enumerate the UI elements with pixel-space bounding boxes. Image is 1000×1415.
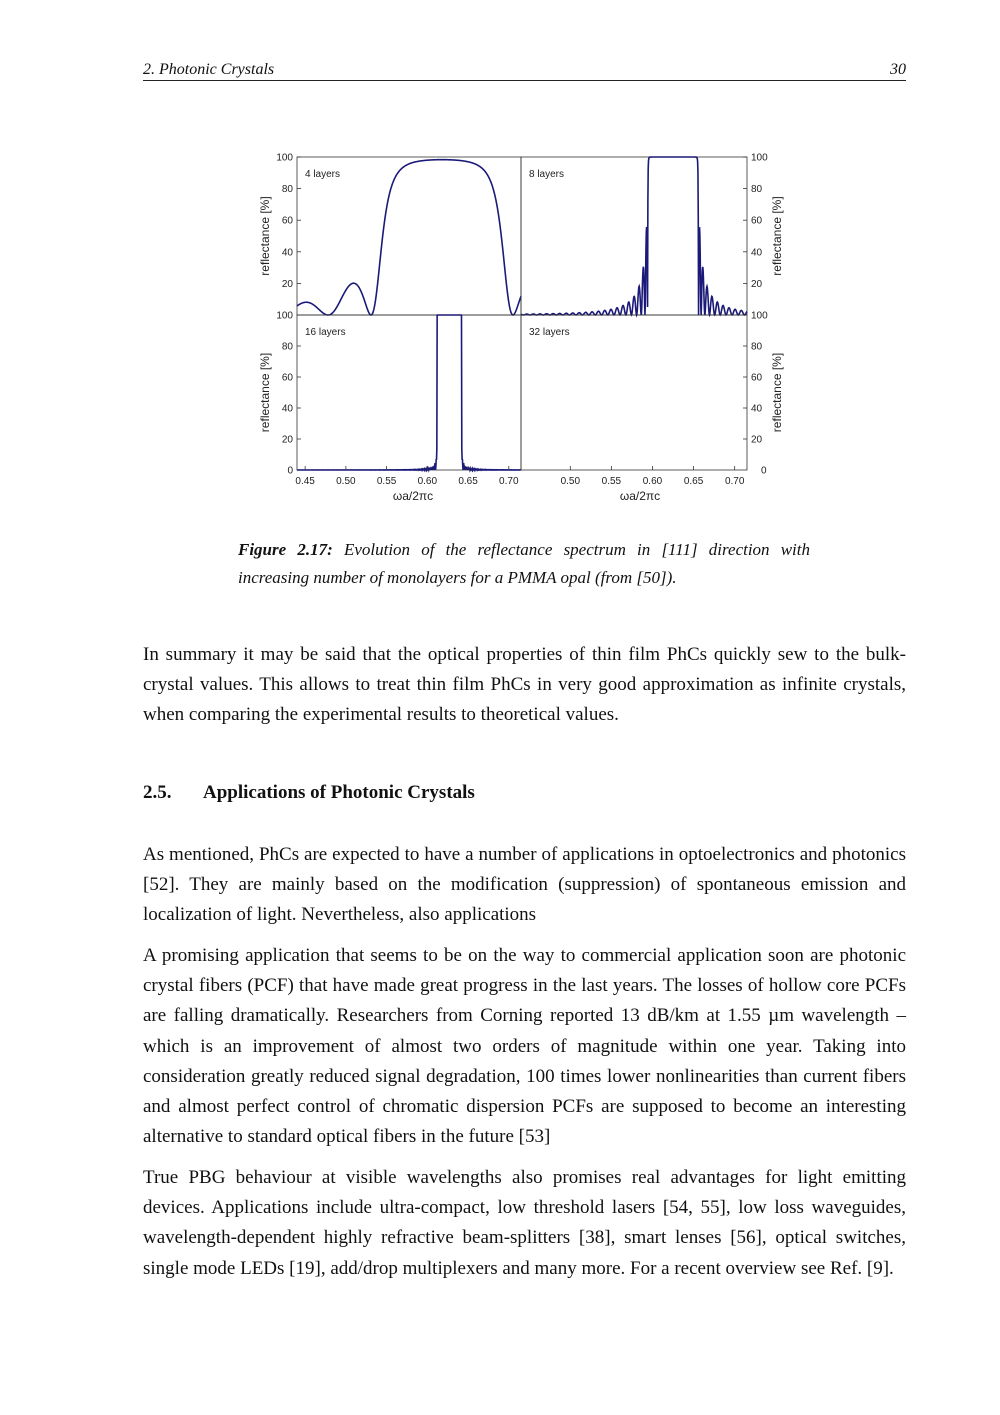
y-zero-label: 0 (287, 465, 293, 477)
x-tick-label: 0.50 (336, 476, 356, 487)
panel-label: 8 layers (529, 169, 565, 180)
y-tick-label-right: 60 (751, 372, 763, 384)
y-tick-label: 40 (281, 403, 293, 415)
x-tick-label: 0.45 (295, 476, 315, 487)
y-tick-label-right: 80 (751, 184, 763, 196)
y-tick-label-right: 80 (751, 341, 763, 353)
section-title: Applications of Photonic Crystals (203, 782, 475, 803)
x-tick-label: 0.60 (417, 476, 438, 487)
y-tick-label-right: 40 (751, 403, 763, 415)
y-tick-label: 60 (281, 372, 293, 384)
y-tick-label-right: 100 (751, 152, 768, 164)
panel-frame (297, 315, 521, 470)
paragraph-summary: In summary it may be said that the optical properties of thin film PhCs quickly sew to the bulk-crystal values. This allows to treat thin film PhCs in very good approximation as infinite crystals, when comparing the experimental results to theoretical values. (143, 644, 906, 726)
reflectance-curve (297, 315, 521, 470)
y-axis-label: reflectance [%] (258, 352, 272, 433)
y-axis-label: reflectance [%] (258, 196, 272, 276)
y-zero-label-right: 0 (761, 465, 767, 477)
paragraph-pcf: A promising application that seems to be on the way to commercial application soon are photonic crystal fibers (PCF) that have made great progress in the last years. The losses of hollow core PCFs are falling dramatically. Researchers from Corning reported 13 dB/km at 1.55 µm wavelength – which is an improvement of almost two orders of magnitude within one year. Taking into consideration greatly reduced signal degradation, 100 times lower nonlinearities than current fibers and almost perfect control of chromatic dispersion PCFs are supposed to become an interesting alternative to standard optical fibers in the future [53] (143, 945, 906, 1148)
figure-caption (238, 536, 810, 592)
chapter-title: 2. Photonic Crystals (143, 61, 275, 78)
y-tick-label-right: 100 (751, 310, 768, 322)
x-tick-label: 0.70 (724, 476, 745, 487)
x-tick-label: 0.50 (560, 476, 581, 487)
y-tick-label: 40 (281, 247, 293, 259)
page-header (143, 60, 906, 81)
caption-label: Figure 2.17: (238, 540, 333, 559)
y-tick-label: 100 (276, 310, 293, 322)
y-tick-label-right: 60 (751, 215, 763, 227)
y-axis-label-right: reflectance [%] (770, 196, 784, 276)
reflectance-figure (250, 145, 810, 515)
y-axis-label-right: reflectance [%] (770, 352, 784, 433)
reflectance-curve (297, 160, 521, 315)
x-tick-label: 0.55 (601, 476, 622, 487)
panel-frame (521, 157, 747, 315)
x-tick-label: 0.70 (499, 476, 519, 487)
section-number: 2.5. (143, 782, 172, 803)
y-tick-label: 100 (276, 152, 293, 164)
y-tick-label-right: 40 (751, 247, 763, 259)
x-tick-label: 0.65 (683, 476, 704, 487)
page-number: 30 (890, 61, 906, 78)
x-tick-label: 0.60 (642, 476, 663, 487)
paragraph-pbg: True PBG behaviour at visible wavelengths also promises real advantages for light emitting devices. Applications include ultra-compact, low threshold lasers [54, 55], low loss waveguides, wavelength-dependent highly refractive beam-splitters [38], smart lenses [56], optical switches, single mode LEDs [19], add/drop multiplexers and many more. For a recent overview see Ref. [9]. (143, 1167, 906, 1279)
panel-label: 16 layers (305, 327, 346, 338)
y-tick-label: 80 (281, 341, 293, 353)
panel-frame (521, 315, 747, 470)
reflectance-curve (521, 157, 747, 315)
x-tick-label: 0.55 (376, 476, 397, 487)
paragraph-applications: As mentioned, PhCs are expected to have a number of applications in optoelectronics and photonics [52]. They are mainly based on the modification (suppression) of spontaneous emission and localization of light. Nevertheless, also applications (143, 844, 906, 926)
x-axis-label: ωa/2πc (619, 489, 661, 503)
y-tick-label: 20 (281, 278, 293, 290)
panel-frame (297, 157, 521, 315)
y-tick-label-right: 20 (751, 278, 763, 290)
section-heading (143, 782, 475, 804)
panel-label: 32 layers (529, 327, 570, 338)
y-tick-label: 60 (281, 215, 293, 227)
y-tick-label: 20 (281, 434, 293, 446)
x-axis-label: ωa/2πc (392, 489, 434, 503)
caption-text: Evolution of the reflectance spectrum in [111] direction with increasing number of monolayers for a PMMA opal (from [50]). (238, 540, 811, 587)
x-tick-label: 0.65 (458, 476, 478, 487)
y-tick-label-right: 20 (751, 434, 763, 446)
y-tick-label: 80 (281, 184, 293, 196)
panel-label: 4 layers (305, 169, 341, 180)
